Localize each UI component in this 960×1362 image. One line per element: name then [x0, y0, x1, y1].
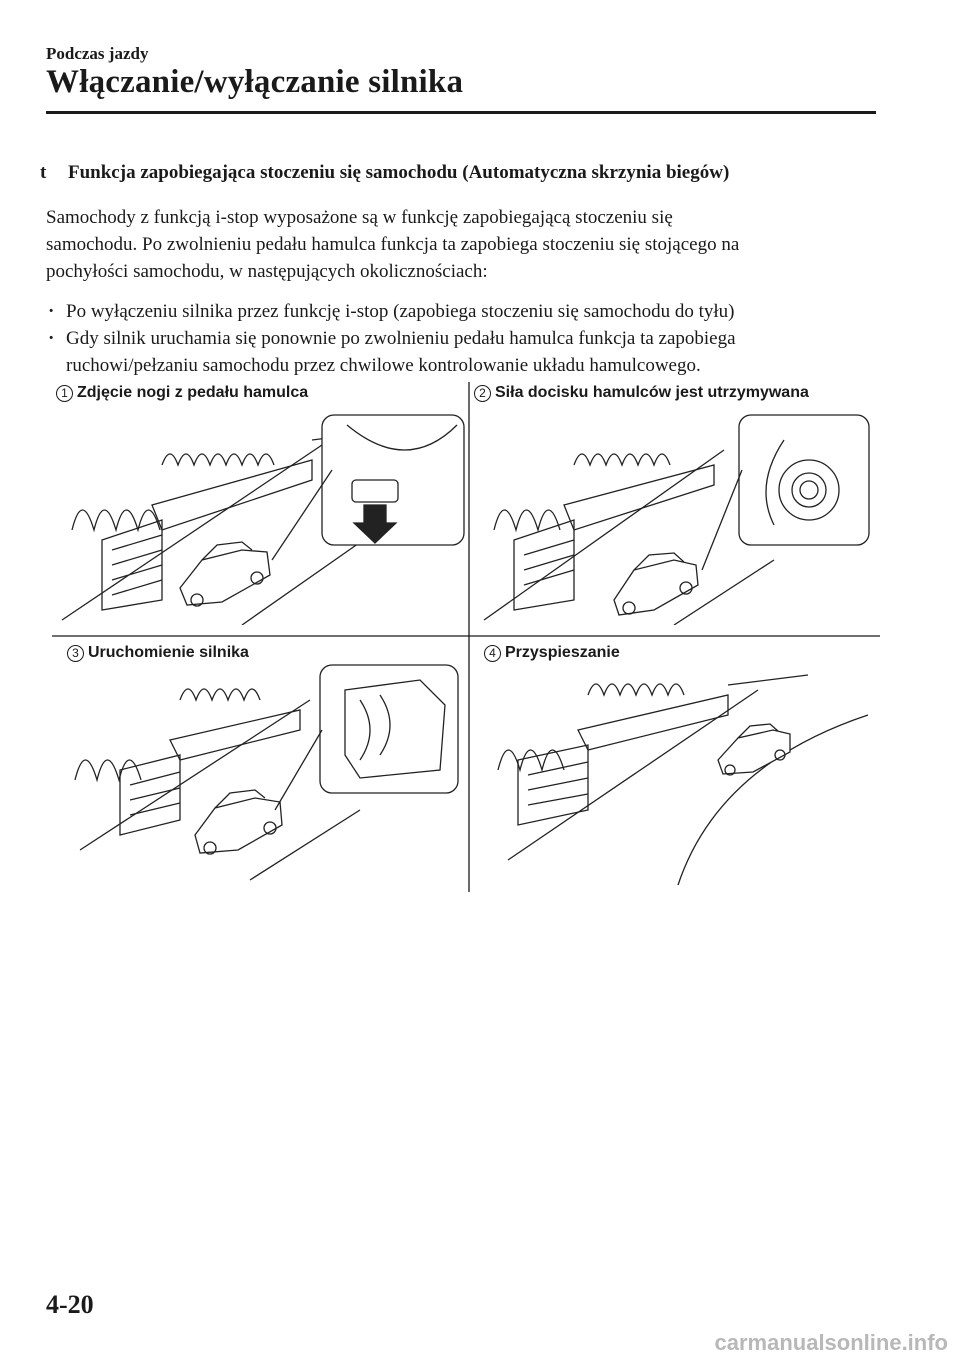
- panel-3-number: 3: [67, 645, 84, 662]
- panel-4-label-text: Przyspieszanie: [505, 644, 620, 661]
- intro-line: samochodu. Po zwolnieniu pedału hamulca funkcja ta zapobiega stoczeniu się stojącego na: [46, 234, 740, 255]
- bullet-symbol: ·: [48, 328, 55, 349]
- breadcrumb: Podczas jazdy: [46, 44, 149, 63]
- bullet-text: Po wyłączeniu silnika przez funkcję i-stop (zapobiega stoczeniu się samochodu do tyłu): [66, 301, 735, 322]
- panel-1-label: [56, 384, 308, 402]
- panel-2-illustration: [474, 410, 879, 625]
- section-heading-text: Funkcja zapobiegająca stoczeniu się samochodu (Automatyczna skrzynia biegów): [68, 162, 730, 183]
- intro-line: pochyłości samochodu, w następujących okolicznościach:: [46, 261, 488, 282]
- bullet-symbol: ·: [48, 301, 55, 322]
- brake-inset: [739, 415, 869, 545]
- watermark: carmanualsonline.info: [714, 1330, 948, 1355]
- page-title: Włączanie/wyłączanie silnika: [46, 64, 464, 100]
- intro-line: Samochody z funkcją i-stop wyposażone są w funkcję zapobiegającą stoczeniu się: [46, 207, 673, 228]
- bullet-text-continued: ruchowi/pełzaniu samochodu przez chwilowe kontrolowanie układu hamulcowego.: [66, 355, 701, 376]
- bullet-text: Gdy silnik uruchamia się ponownie po zwolnieniu pedału hamulca funkcja ta zapobiega: [66, 328, 736, 349]
- panel-3-label-text: Uruchomienie silnika: [88, 644, 249, 661]
- page-number: 4-20: [46, 1290, 94, 1319]
- car-illustration: [718, 724, 790, 775]
- panel-4-number: 4: [484, 645, 501, 662]
- panel-1-number: 1: [56, 385, 73, 402]
- car-illustration: [195, 790, 282, 854]
- panel-2-label: [474, 384, 809, 402]
- panel-4-illustration: [478, 660, 878, 890]
- car-illustration: [614, 553, 698, 615]
- panel-3-illustration: [60, 660, 465, 885]
- panel-2-label-text: Siła docisku hamulców jest utrzymywana: [495, 384, 809, 401]
- panel-1-label-text: Zdjęcie nogi z pedału hamulca: [77, 384, 309, 401]
- section-marker: t: [40, 162, 47, 183]
- panel-2-number: 2: [474, 385, 491, 402]
- panel-1-illustration: [52, 410, 472, 625]
- hedge-illustration: [72, 454, 274, 530]
- car-illustration: [180, 542, 270, 606]
